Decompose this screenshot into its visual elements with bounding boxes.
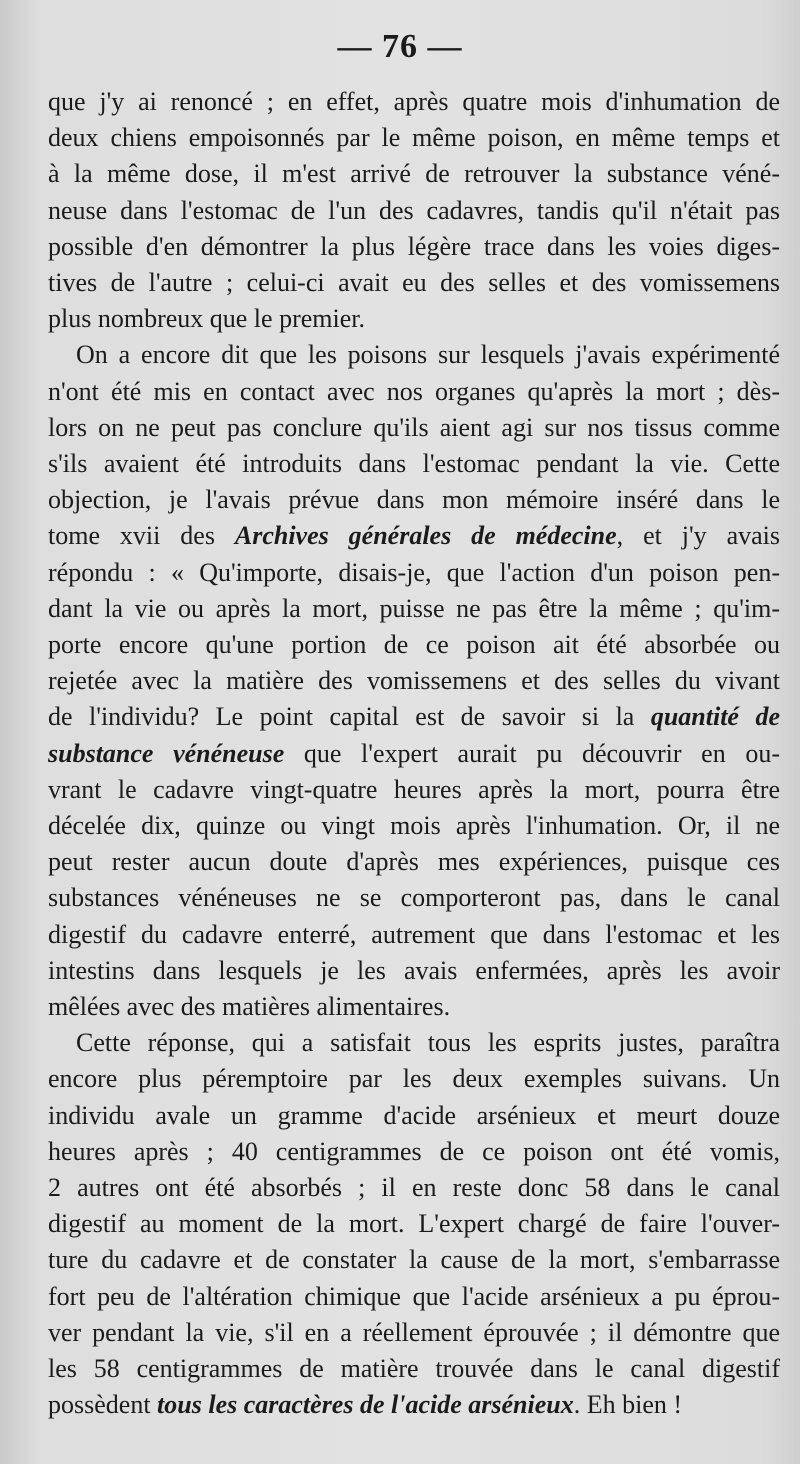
text-segment: digestif au moment de la mort. L'expert chargé de faire l'ouver- bbox=[48, 1209, 780, 1239]
text-segment: neuse dans l'estomac de l'un des cadavres, tandis qu'il n'était pas bbox=[48, 195, 780, 225]
text-segment: que j'y ai renoncé ; en effet, après quatre mois d'inhumation de bbox=[48, 87, 780, 116]
text-segment: deux chiens empoisonnés par le même poison, en même temps et bbox=[48, 123, 780, 153]
text-line bbox=[48, 1351, 780, 1387]
text-line bbox=[48, 1170, 780, 1206]
text-segment: de l'individu? Le point capital est de savoir si la bbox=[48, 702, 651, 732]
text-segment: , et j'y avais bbox=[616, 521, 780, 551]
text-line bbox=[48, 772, 780, 808]
text-segment: tives de l'autre ; celui-ci avait eu des selles et des vomissemens bbox=[48, 268, 780, 297]
text-line bbox=[48, 591, 780, 627]
text-line bbox=[48, 1279, 780, 1315]
text-segment: encore plus péremptoire par les deux exemples suivans. Un bbox=[48, 1064, 780, 1094]
text-segment: ver pendant la vie, s'il en a réellement éprouvée ; il démontre que bbox=[48, 1317, 780, 1347]
text-line bbox=[76, 337, 780, 373]
text-line bbox=[48, 120, 780, 156]
text-line bbox=[48, 663, 780, 699]
text-segment: Cette réponse, qui a satisfait tous les esprits justes, paraîtra bbox=[76, 1028, 780, 1058]
italic-phrase: quantité de bbox=[650, 702, 780, 732]
text-segment: . Eh bien ! bbox=[573, 1390, 683, 1420]
text-line bbox=[48, 1242, 780, 1278]
text-segment: individu avale un gramme d'acide arsénieux et meurt douze bbox=[48, 1100, 780, 1130]
text-line bbox=[48, 156, 780, 192]
text-line bbox=[48, 555, 780, 591]
text-segment: substances vénéneuses ne se comporteront pas, dans le canal bbox=[48, 883, 780, 913]
text-line bbox=[48, 374, 780, 410]
text-segment: plus nombreux que le premier. bbox=[48, 304, 365, 334]
text-line bbox=[48, 1315, 780, 1351]
text-line bbox=[48, 1134, 780, 1170]
text-segment: tome xvii des bbox=[48, 521, 235, 551]
text-segment: lors on ne peut pas conclure qu'ils aient agi sur nos tissus comme bbox=[48, 412, 780, 442]
text-line bbox=[48, 953, 780, 989]
text-segment: peut rester aucun doute d'après mes expériences, puisque ces bbox=[48, 847, 780, 877]
text-line bbox=[48, 518, 780, 554]
text-line bbox=[48, 482, 780, 518]
text-line bbox=[48, 1206, 780, 1242]
italic-phrase: tous les caractères de l'acide arsénieux bbox=[157, 1390, 574, 1420]
text-segment: rejetée avec la matière des vomissemens et des selles du vivant bbox=[48, 666, 780, 696]
text-segment: porte encore qu'une portion de ce poison ait été absorbée ou bbox=[48, 630, 780, 659]
text-line bbox=[48, 1387, 780, 1423]
text-segment: à la même dose, il m'est arrivé de retrouver la substance véné- bbox=[48, 159, 780, 189]
text-line bbox=[48, 844, 780, 880]
text-line bbox=[48, 699, 780, 735]
text-segment: possèdent bbox=[48, 1390, 158, 1420]
text-line bbox=[48, 808, 780, 844]
text-line bbox=[48, 265, 780, 301]
text-line bbox=[48, 301, 780, 337]
text-segment: les 58 centigrammes de matière trouvée dans le canal digestif bbox=[48, 1354, 780, 1383]
italic-phrase: Archives générales de médecine bbox=[234, 521, 617, 551]
text-line bbox=[48, 627, 780, 663]
text-segment: digestif du cadavre enterré, autrement que dans l'estomac et les bbox=[48, 919, 780, 949]
text-line bbox=[48, 736, 780, 772]
text-segment: objection, je l'avais prévue dans mon mémoire inséré dans le bbox=[48, 485, 780, 515]
text-segment: que l'expert aurait pu découvrir en ou- bbox=[284, 738, 780, 768]
text-segment: intestins dans lesquels je les avais enfermées, après les avoir bbox=[48, 955, 780, 985]
text-segment: heures après ; 40 centigrammes de ce poison ont été vomis, bbox=[48, 1136, 780, 1166]
text-segment: décelée dix, quinze ou vingt mois après l'inhumation. Or, il ne bbox=[48, 811, 780, 840]
text-line bbox=[48, 1061, 780, 1097]
italic-phrase: substance vénéneuse bbox=[48, 738, 285, 768]
text-segment: s'ils avaient été introduits dans l'estomac pendant la vie. Cette bbox=[48, 449, 780, 478]
text-segment: vrant le cadavre vingt-quatre heures après la mort, pourra être bbox=[48, 774, 780, 804]
text-segment: répondu : « Qu'importe, disais-je, que l'action d'un poison pen- bbox=[48, 557, 780, 587]
page-number: — 76 — bbox=[337, 28, 463, 65]
text-segment: ture du cadavre et de constater la cause de la mort, s'embarrasse bbox=[48, 1245, 780, 1275]
text-line bbox=[48, 410, 780, 446]
text-line bbox=[48, 229, 780, 265]
text-line bbox=[76, 1025, 780, 1061]
text-line bbox=[48, 880, 780, 916]
text-line bbox=[48, 84, 780, 120]
text-line bbox=[48, 446, 780, 482]
text-segment: n'ont été mis en contact avec nos organes qu'après la mort ; dès- bbox=[48, 376, 780, 406]
text-segment: On a encore dit que les poisons sur lesquels j'avais expérimenté bbox=[76, 340, 780, 370]
text-segment: dant la vie ou après la mort, puisse ne pas être la même ; qu'im- bbox=[48, 593, 780, 623]
text-line bbox=[48, 1098, 780, 1134]
text-segment: fort peu de l'altération chimique que l'acide arsénieux a pu éprou- bbox=[48, 1281, 780, 1311]
text-line bbox=[48, 917, 780, 953]
text-line bbox=[48, 989, 780, 1025]
text-line bbox=[48, 193, 780, 229]
text-segment: 2 autres ont été absorbés ; il en reste donc 58 dans le canal bbox=[48, 1173, 780, 1202]
text-segment: possible d'en démontrer la plus légère trace dans les voies diges- bbox=[48, 231, 780, 261]
text-segment: mêlées avec des matières alimentaires. bbox=[48, 992, 451, 1021]
